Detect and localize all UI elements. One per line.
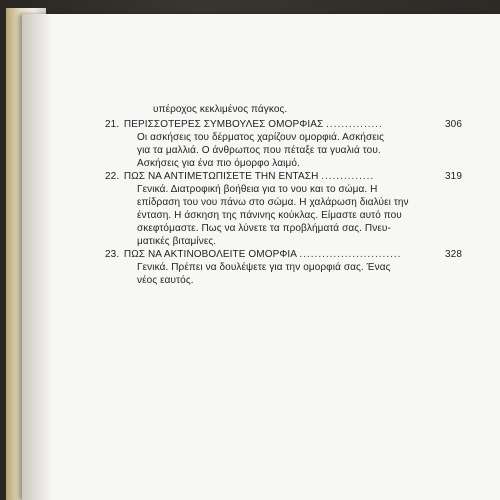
leader-dots: ............... bbox=[326, 119, 383, 130]
toc-entry-22 bbox=[105, 170, 460, 248]
carryover-line: υπέροχος κεκλιμένος πάγκος. bbox=[153, 104, 288, 115]
chapter-number: 21. bbox=[105, 119, 120, 130]
description-line: επίδραση του νου πάνω στο σώμα. Η χαλάρωση διαλύει την bbox=[137, 197, 409, 208]
page-gutter-shadow bbox=[22, 14, 52, 500]
page-number: 328 bbox=[442, 248, 462, 261]
chapter-description bbox=[105, 131, 460, 170]
leader-dots: ........................... bbox=[299, 249, 402, 260]
description-line: σκεφτόμαστε. Πως να λύνετε τα προβλήματά σας. Πνευ- bbox=[137, 223, 391, 234]
chapter-title: ΠΩΣ ΝΑ ΑΚΤΙΝΟΒΟΛΕΙΤΕ ΟΜΟΡΦΙΑ bbox=[123, 249, 297, 260]
description-line: Ασκήσεις για ένα πιο όμορφο λαιμό. bbox=[137, 158, 300, 169]
page-number: 319 bbox=[442, 170, 462, 183]
description-line: ματικές βιταμίνες. bbox=[137, 236, 217, 247]
chapter-title: ΠΕΡΙΣΣΟΤΕΡΕΣ ΣΥΜΒΟΥΛΕΣ ΟΜΟΡΦΙΑΣ bbox=[123, 119, 324, 130]
description-line: για τα μαλλιά. Ο άνθρωπος που πέταξε τα γυαλιά του. bbox=[137, 145, 381, 156]
description-line: Γενικά. Πρέπει να δουλέψετε για την ομορφιά σας. Ένας bbox=[137, 262, 391, 273]
chapter-description bbox=[105, 183, 460, 248]
toc-entry-23 bbox=[105, 248, 460, 287]
description-line: ένταση. Η άσκηση της πάνινης κούκλας. Είμαστε αυτό που bbox=[137, 210, 402, 221]
chapter-description bbox=[105, 261, 460, 287]
toc-entry-heading bbox=[105, 170, 460, 183]
chapter-number: 22. bbox=[105, 171, 120, 182]
chapter-title: ΠΩΣ ΝΑ ΑΝΤΙΜΕΤΩΠΙΣΕΤΕ ΤΗΝ ΕΝΤΑΣΗ bbox=[123, 171, 319, 182]
table-of-contents bbox=[105, 103, 460, 287]
leader-dots: .............. bbox=[321, 171, 375, 182]
toc-entry-heading bbox=[105, 118, 460, 131]
description-line: Οι ασκήσεις του δέρματος χαρίζουν ομορφιά. Ασκήσεις bbox=[137, 132, 385, 143]
description-line: Γενικά. Διατροφική βοήθεια για το νου και το σώμα. Η bbox=[137, 184, 378, 195]
chapter-number: 23. bbox=[105, 249, 120, 260]
page-number: 306 bbox=[442, 118, 462, 131]
description-line: νέος εαυτός. bbox=[137, 275, 194, 286]
toc-entry-heading bbox=[105, 248, 460, 261]
toc-entry-21 bbox=[105, 118, 460, 170]
